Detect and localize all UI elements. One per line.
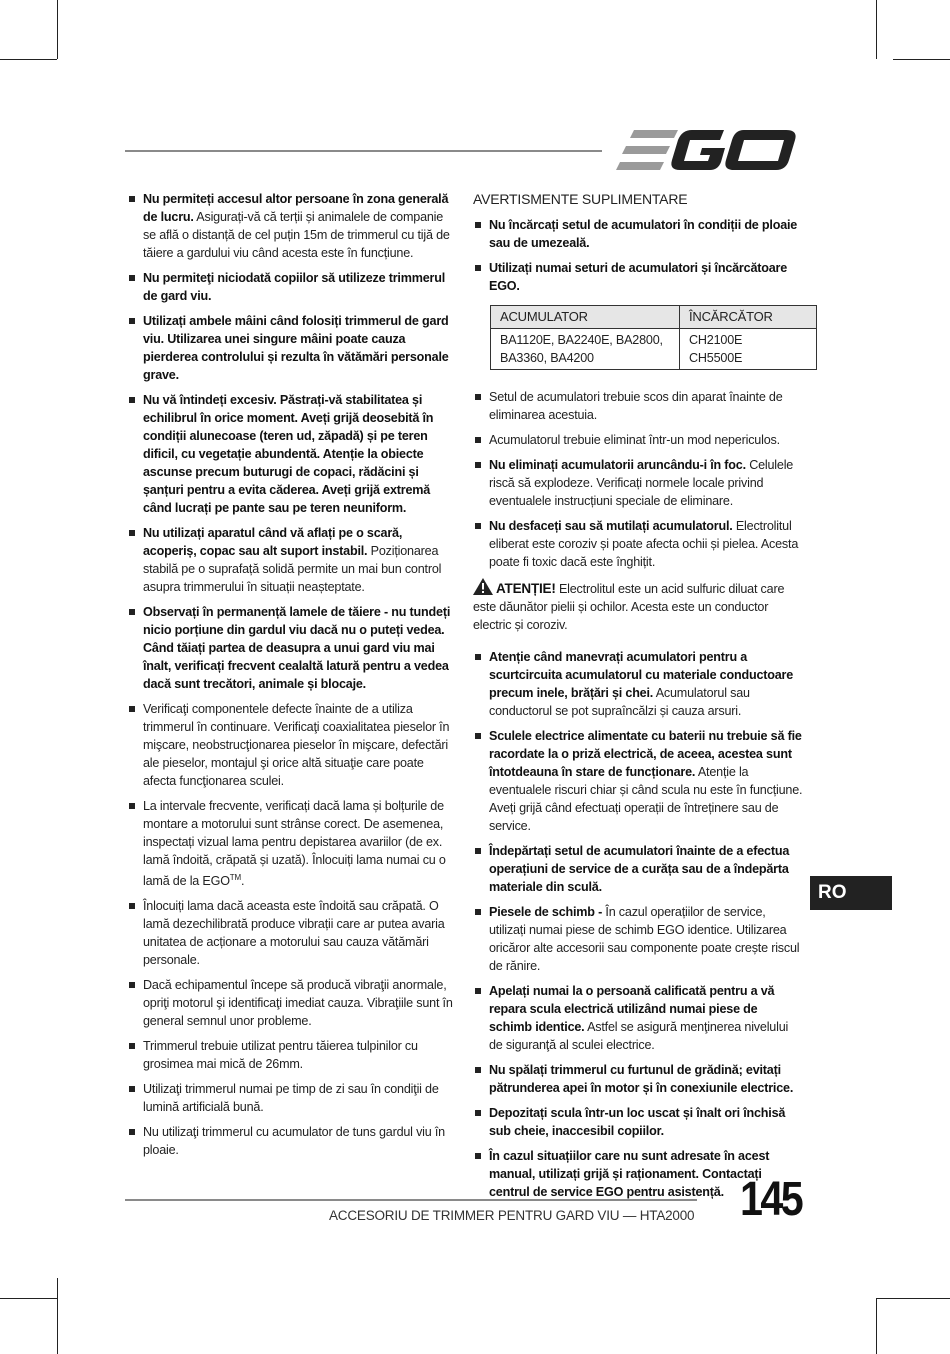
table-header-charger: ÎNCĂRCĂTOR bbox=[680, 306, 817, 329]
list-item: Piesele de schimb - În cazul operațiilor de service, utilizați numai piese de schimb EGO identice. Utilizarea oricăror alte accesorii sau componente poate crește riscul de rănire. bbox=[473, 903, 803, 975]
footer-rule bbox=[125, 1199, 697, 1201]
right-column bbox=[473, 190, 803, 1208]
page-number: 145 bbox=[740, 1173, 802, 1226]
list-item: Apelați numai la o persoană calificată pentru a vă repara scula electrică utilizând numai piese de schimb identice. Astfel se asigură menţinerea nivelului de siguranţă al sculei electrice. bbox=[473, 982, 803, 1054]
crop-mark bbox=[893, 59, 950, 60]
section-heading: AVERTISMENTE SUPLIMENTARE bbox=[473, 191, 688, 207]
warning-triangle-icon bbox=[473, 578, 493, 595]
list-item: Atenție când manevrați acumulatori pentru a scurtcircuita acumulatorul cu materiale conductoare precum inele, brățări și chei. Acumulatorul sau conductorul se pot supraîncălzi și cauza arsuri. bbox=[473, 648, 803, 720]
trademark-superscript: TM bbox=[229, 873, 241, 882]
crop-mark bbox=[876, 1298, 877, 1354]
list-item: Setul de acumulatori trebuie scos din aparat înainte de eliminarea acestuia. bbox=[473, 388, 803, 424]
list-item: Verificaţi componentele defecte înainte de a utiliza trimmerul în continuare. Verificaţi coaxialitatea pieselor în mişcare, neobstrucţionarea pieselor în mişcare, defectări ale pieselor, montajul şi orice altă situaţie care poate afecta funcţionarea sculei. bbox=[127, 700, 455, 790]
list-item: Nu vă întindeți excesiv. Păstrați-vă stabilitatea și echilibrul în orice moment. Aveți grijă deosebită în condiții alunecoase (teren ud, zăpadă) și pe teren dificil, cu vegetație abundentă. Atenție la obiecte ascunse precum buturugi de copaci, rădăcini și șanțuri pentru a evita căderea. Aveți grijă extremă când lucrați pe pante sau pe teren neuniform. bbox=[127, 391, 455, 517]
list-item: În cazul situațiilor care nu sunt adresate în acest manual, utilizați grijă și raționament. Contactați centrul de service EGO pentru asistență. bbox=[473, 1147, 803, 1201]
footer-title: ACCESORIU DE TRIMMER PENTRU GARD VIU — HTA2000 bbox=[329, 1208, 695, 1223]
crop-mark bbox=[876, 0, 877, 59]
list-item: Dacă echipamentul începe să producă vibraţii anormale, opriţi motorul şi identificaţi imediat cauza. Vibraţiile sunt în general semnul unor probleme. bbox=[127, 976, 455, 1030]
list-item: Nu eliminați acumulatorii aruncându-i în foc. Celulele riscă să explodeze. Verificați normele locale privind eventualele instrucțiuni speciale de eliminare. bbox=[473, 456, 803, 510]
left-column bbox=[127, 190, 455, 1166]
crop-mark bbox=[876, 1298, 950, 1299]
list-item: La intervale frecvente, verificați dacă lama și bolțurile de montare a motorului sunt strânse corect. De asemenea, inspectați vizual lama pentru depistarea avariilor (de ex. lamă îndoită, crăpată și uzată). Înlocuiți lama numai cu o lamă de la EGO™. bbox=[127, 797, 455, 890]
list-item: Înlocuiți lama dacă aceasta este îndoită sau crăpată. O lamă dezechilibrată produce vibrații care ar putea avaria unitatea de acționare a motorului sau cauza vătămări personale. bbox=[127, 897, 455, 969]
list-item: Trimmerul trebuie utilizat pentru tăierea tulpinilor cu grosimea mai mică de 26mm. bbox=[127, 1037, 455, 1073]
language-tab: RO bbox=[810, 876, 892, 910]
warning-label: ATENȚIE! bbox=[496, 581, 556, 596]
list-item: Nu utilizați aparatul când vă aflați pe o scară, acoperiș, copac sau alt suport instabil. Poziționarea stabilă pe o suprafață solidă permite un mai bun control asupra trimmerului în situații neașteptate. bbox=[127, 524, 455, 596]
header-rule bbox=[125, 150, 602, 152]
ego-logo bbox=[616, 128, 801, 173]
list-item: Sculele electrice alimentate cu baterii nu trebuie să fie racordate la o priză electrică, de aceea, acestea sunt întotdeauna în stare de funcționare. Atenție la eventualele riscuri chiar și când scula nu este în funcțiune. Aveți grijă când efectuați operații de întreținere sau de service. bbox=[473, 727, 803, 835]
table-cell-chargers: CH2100E CH5500E bbox=[680, 329, 817, 370]
crop-mark bbox=[0, 59, 57, 60]
list-item: Nu încărcați setul de acumulatori în condiții de ploaie sau de umezeală. bbox=[473, 216, 803, 252]
list-item: Utilizați numai seturi de acumulatori și încărcătoare EGO. bbox=[473, 259, 803, 295]
list-item: Acumulatorul trebuie eliminat într-un mod nepericulos. bbox=[473, 431, 803, 449]
list-item: Observați în permanență lamele de tăiere - nu tundeți nicio porțiune din gardul viu dacă nu o puteți vedea. Când tăiați partea de deasupra a unui gard viu mai înalt, verificați frecvent cealaltă latură pentru a vedea dacă sunt trecători, animale și blocaje. bbox=[127, 603, 455, 693]
crop-mark bbox=[57, 0, 58, 59]
battery-charger-table bbox=[490, 305, 817, 370]
list-item: Îndepărtați setul de acumulatori înainte de a efectua operațiuni de service de a curăța sau de a îndepărta materiale din sculă. bbox=[473, 842, 803, 896]
crop-mark bbox=[57, 1278, 58, 1354]
list-item: Nu permiteţi niciodată copiilor să utilizeze trimmerul de gard viu. bbox=[127, 269, 455, 305]
list-item: Utilizați ambele mâini când folosiți trimmerul de gard viu. Utilizarea unei singure mâini poate cauza pierderea controlului și rezulta în vătămări personale grave. bbox=[127, 312, 455, 384]
list-item: Depozitați scula într-un loc uscat și înalt ori închisă sub cheie, inaccesibil copiilor. bbox=[473, 1104, 803, 1140]
table-cell-batteries: BA1120E, BA2240E, BA2800, BA3360, BA4200 bbox=[491, 329, 680, 370]
list-item: Nu utilizaţi trimmerul cu acumulator de tuns gardul viu în ploaie. bbox=[127, 1123, 455, 1159]
warning-note: ATENȚIE! Electrolitul este un acid sulfuric diluat care este dăunător pielii și ochilor. Acesta este un conductor electric și coroziv. bbox=[473, 578, 803, 634]
crop-mark bbox=[0, 1298, 57, 1299]
list-item: Nu desfaceți sau să mutilați acumulatorul. Electrolitul eliberat este coroziv și poate afecta ochii și pielea. Acesta poate fi toxic dacă este înghițit. bbox=[473, 517, 803, 571]
list-item: Utilizaţi trimmerul numai pe timp de zi sau în condiţii de lumină artificială bună. bbox=[127, 1080, 455, 1116]
table-header-battery: ACUMULATOR bbox=[491, 306, 680, 329]
list-item: Nu permiteți accesul altor persoane în zona generală de lucru. Asigurați-vă că terții și animalele de companie se află o distanță de cel puțin 15m de trimmerul cu tijă de tăiere a gardului viu când acesta este în funcțiune. bbox=[127, 190, 455, 262]
list-item: Nu spălați trimmerul cu furtunul de grădină; evitați pătrunderea apei în motor și în conexiunile electrice. bbox=[473, 1061, 803, 1097]
